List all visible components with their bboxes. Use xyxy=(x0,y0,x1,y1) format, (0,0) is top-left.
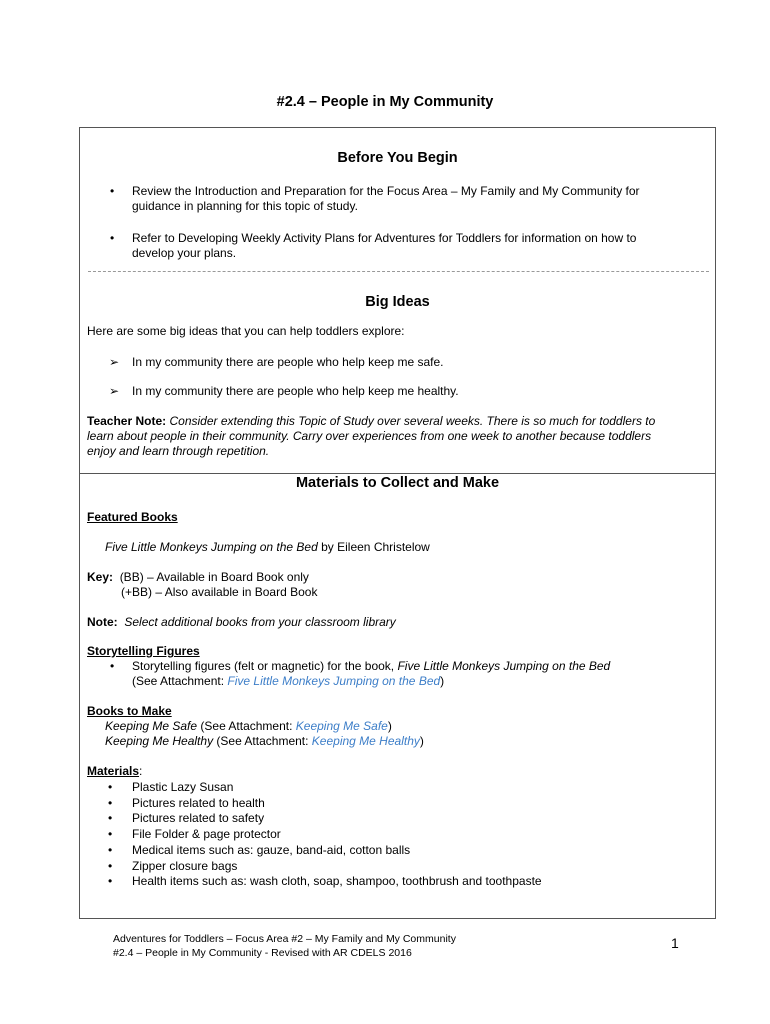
list-item-text: Pictures related to safety xyxy=(132,811,265,826)
list-item-text: Health items such as: wash cloth, soap, shampoo, toothbrush and toothpaste xyxy=(132,874,542,889)
page-number: 1 xyxy=(671,935,679,951)
storytelling-book: Five Little Monkeys Jumping on the Bed xyxy=(397,659,611,673)
safe-attachment-link[interactable]: Keeping Me Safe xyxy=(295,719,388,733)
materials-label-line xyxy=(87,764,142,779)
safe-book-line xyxy=(105,719,424,734)
bullet-dot: • xyxy=(110,184,115,198)
teacher-note-text: Consider extending this Topic of Study over several weeks. There is so much for toddlers to xyxy=(169,414,656,428)
note-line xyxy=(87,615,396,630)
teacher-note-line3: enjoy and learn through repetition. xyxy=(87,444,270,458)
storytelling-item xyxy=(132,659,610,689)
note-label: Note: xyxy=(87,615,118,629)
list-item: • Medical items such as: gauze, band-aid, cotton balls xyxy=(108,842,411,857)
arrow-bullet-icon: ➢ xyxy=(109,384,120,398)
list-item-text: Plastic Lazy Susan xyxy=(132,780,234,794)
teacher-note-label: Teacher Note: xyxy=(87,414,167,428)
list-item-text: File Folder & page protector xyxy=(132,827,281,842)
list-item-text: Pictures related to health xyxy=(132,795,265,810)
big-idea-2: In my community there are people who help keep me healthy. xyxy=(132,384,459,398)
book-title: Five Little Monkeys Jumping on the Bed xyxy=(105,540,318,554)
big-ideas-intro: Here are some big ideas that you can help toddlers explore: xyxy=(87,324,405,338)
book-author: by Eileen Christelow xyxy=(317,540,430,554)
storytelling-prefix: Storytelling figures (felt or magnetic) for the book, xyxy=(132,659,398,673)
safe-attachment-prefix: (See Attachment: xyxy=(197,719,296,733)
healthy-book-line xyxy=(105,734,424,749)
list-item: • Pictures related to health xyxy=(108,795,265,810)
attachment-prefix: (See Attachment: xyxy=(132,674,228,688)
materials-box xyxy=(79,473,716,919)
before-item-2 xyxy=(132,231,636,261)
materials-label: Materials xyxy=(87,764,140,778)
note-text: Select additional books from your classroom library xyxy=(124,615,396,629)
before-item-2-line2: develop your plans. xyxy=(132,246,237,260)
key-bb: (BB) – Available in Board Book only xyxy=(119,570,309,584)
materials-list xyxy=(108,780,542,890)
list-item-text: Medical items such as: gauze, band-aid, cotton balls xyxy=(132,842,411,857)
featured-books-label: Featured Books xyxy=(87,510,178,524)
storytelling-line1 xyxy=(132,659,610,674)
list-item: • File Folder & page protector xyxy=(108,827,281,842)
footer-line1: Adventures for Toddlers – Focus Area #2 – My Family and My Community xyxy=(113,933,456,945)
books-to-make-label: Books to Make xyxy=(87,704,172,718)
materials-heading: Materials to Collect and Make xyxy=(295,475,500,491)
key-plus-bb: (+BB) – Also available in Board Book xyxy=(121,585,318,599)
before-and-big-ideas-box xyxy=(79,127,716,474)
before-item-1 xyxy=(132,184,640,214)
healthy-attachment-link[interactable]: Keeping Me Healthy xyxy=(311,734,420,748)
key-legend xyxy=(87,570,317,600)
list-item-text: Zipper closure bags xyxy=(132,858,238,873)
monkeys-attachment-link[interactable]: Five Little Monkeys Jumping on the Bed xyxy=(227,674,441,688)
big-ideas-heading: Big Ideas xyxy=(365,294,430,310)
close-paren: ) xyxy=(419,734,424,748)
storytelling-label: Storytelling Figures xyxy=(87,644,200,658)
dashed-divider xyxy=(88,271,709,272)
healthy-book-title: Keeping Me Healthy xyxy=(105,734,214,748)
books-to-make-list xyxy=(105,719,424,749)
teacher-note-line1 xyxy=(87,414,655,429)
featured-book xyxy=(105,540,430,555)
bullet-dot: • xyxy=(110,231,115,245)
list-item: • Zipper closure bags xyxy=(108,858,238,873)
key-label: Key: xyxy=(87,570,114,584)
arrow-bullet-icon: ➢ xyxy=(109,355,120,369)
list-item: • Plastic Lazy Susan xyxy=(108,780,234,794)
close-paren: ) xyxy=(440,674,445,688)
before-item-1-line2: guidance in planning for this topic of study. xyxy=(132,199,358,213)
close-paren: ) xyxy=(387,719,392,733)
bullet-dot: • xyxy=(110,659,115,673)
before-you-begin-heading: Before You Begin xyxy=(337,150,458,166)
healthy-attachment-prefix: (See Attachment: xyxy=(213,734,312,748)
teacher-note xyxy=(87,414,655,459)
key-line1 xyxy=(87,570,317,585)
storytelling-line2 xyxy=(132,674,610,689)
before-item-2-line1: Refer to Developing Weekly Activity Plans for Adventures for Toddlers for information on how to xyxy=(132,231,637,245)
before-item-1-line1: Review the Introduction and Preparation for the Focus Area – My Family and My Community for xyxy=(132,184,640,198)
document-title: #2.4 – People in My Community xyxy=(276,94,494,110)
teacher-note-line2: learn about people in their community. Carry over experiences from one week to another because toddlers xyxy=(87,429,652,443)
list-item: • Pictures related to safety xyxy=(108,811,265,826)
materials-colon: : xyxy=(139,764,143,778)
footer-line2: #2.4 – People in My Community - Revised with AR CDELS 2016 xyxy=(113,947,412,959)
safe-book-title: Keeping Me Safe xyxy=(105,719,198,733)
list-item: • Health items such as: wash cloth, soap, shampoo, toothbrush and toothpaste xyxy=(108,874,542,889)
big-idea-1: In my community there are people who help keep me safe. xyxy=(132,355,444,369)
